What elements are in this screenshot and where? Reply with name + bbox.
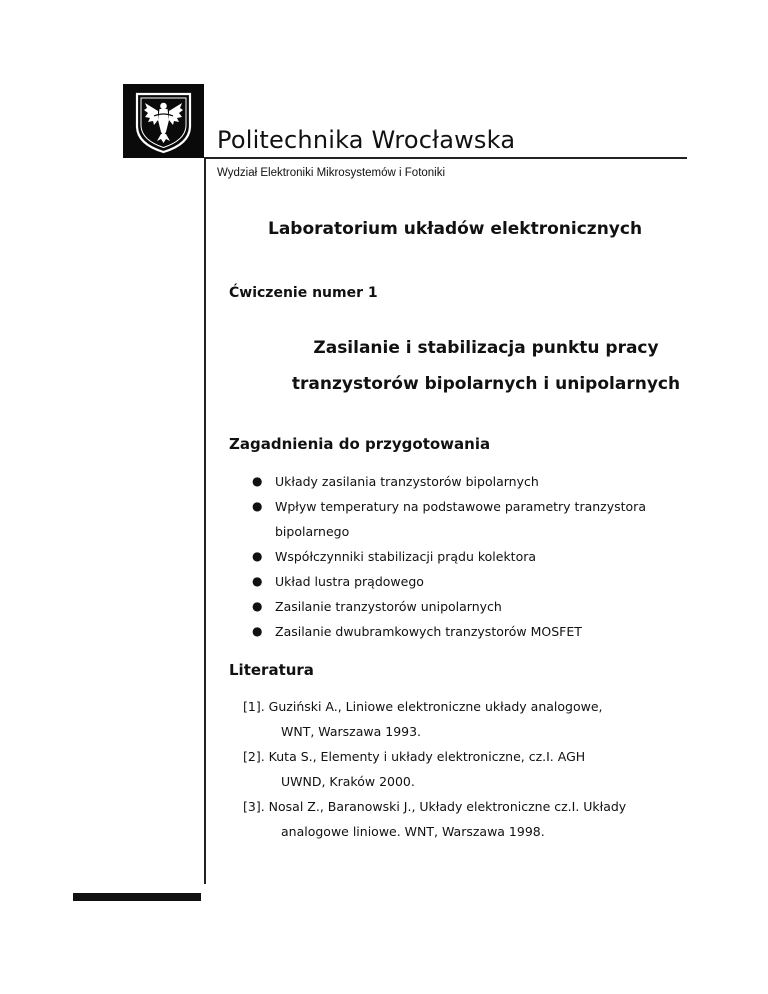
reference-number: [3]. [243,799,265,814]
list-item-text: Wpływ temperatury na podstawowe parametry tranzystora bipolarnego [275,499,646,539]
issues-list [251,469,715,644]
list-item [251,619,715,644]
topic-line-2: tranzystorów bipolarnych i unipolarnych [291,374,681,394]
reference-text-continued: UWND, Kraków 2000. [281,774,415,789]
bullet-dot-icon: ● [252,499,263,513]
reference-text-continued: WNT, Warszawa 1993. [281,724,422,739]
exercise-topic [206,330,766,402]
bullet-dot-icon: ● [252,474,263,488]
literature-heading: Literatura [229,661,314,679]
bullet-dot-icon: ● [252,624,263,638]
eagle-emblem-icon [123,84,204,158]
list-item-text: Układ lustra prądowego [275,574,424,589]
reference-text: Guziński A., Liniowe elektroniczne układy analogowe, [268,699,603,714]
reference-item [243,794,713,844]
footer-bar [73,893,201,901]
list-item [251,594,715,619]
reference-number: [1]. [243,699,265,714]
list-item [251,469,715,494]
reference-item [243,694,713,744]
topic-line-1: Zasilanie i stabilizacja punktu pracy [313,338,659,358]
list-item-text: Współczynniki stabilizacji prądu kolektora [275,549,537,564]
issues-heading: Zagadnienia do przygotowania [229,435,491,453]
lab-title: Laboratorium układów elektronicznych [268,219,643,239]
bullet-dot-icon: ● [252,549,263,563]
list-item-text: Zasilanie tranzystorów unipolarnych [275,599,502,614]
list-item [251,569,715,594]
bullet-dot-icon: ● [252,599,263,613]
exercise-number: Ćwiczenie numer 1 [229,285,378,301]
list-item [251,544,715,569]
faculty-name: Wydział Elektroniki Mikrosystemów i Fotoniki [217,167,446,179]
university-logo [123,84,204,158]
literature-list [243,694,713,844]
bullet-dot-icon: ● [252,574,263,588]
vertical-divider [204,157,206,884]
reference-text-continued: analogowe liniowe. WNT, Warszawa 1998. [281,824,545,839]
list-item-text: Układy zasilania tranzystorów bipolarnych [275,474,539,489]
university-name: Politechnika Wrocławska [217,126,516,154]
list-item [251,494,715,544]
reference-number: [2]. [243,749,265,764]
list-item-text: Zasilanie dwubramkowych tranzystorów MOSFET [275,624,582,639]
header-divider [204,157,687,159]
reference-text: Kuta S., Elementy i układy elektroniczne, cz.I. AGH [268,749,586,764]
reference-text: Nosal Z., Baranowski J., Układy elektroniczne cz.I. Układy [268,799,627,814]
reference-item [243,744,713,794]
